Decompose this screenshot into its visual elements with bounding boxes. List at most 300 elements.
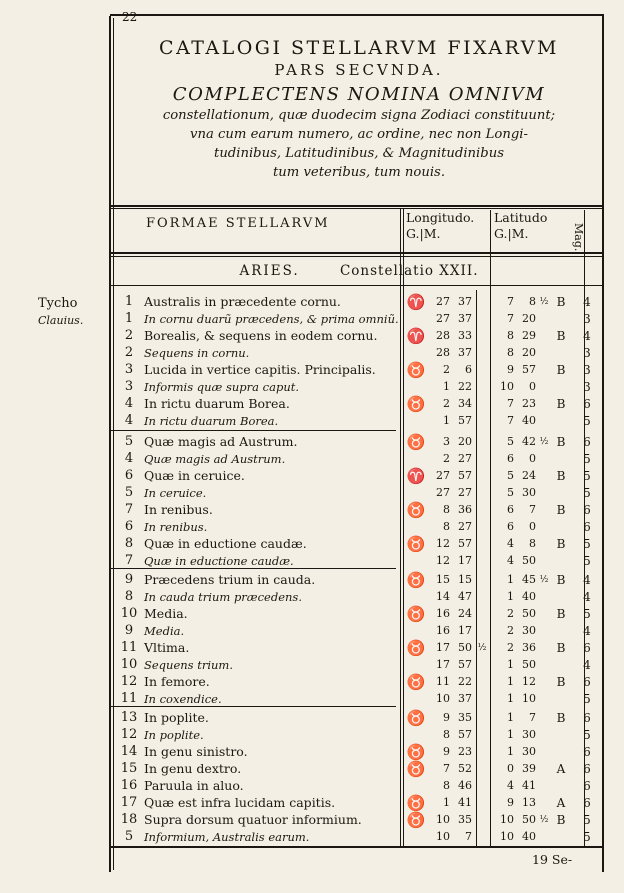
longitude-minutes: 36	[458, 503, 472, 516]
star-magnitude: 6	[583, 762, 591, 776]
longitude-minutes: 17	[458, 554, 472, 567]
table-row	[114, 674, 602, 690]
latitude-degrees: 7	[507, 397, 514, 410]
table-row	[114, 572, 602, 588]
latitude-degrees: 5	[507, 486, 514, 499]
star-name: In poplite.	[144, 728, 204, 742]
latitude-degrees: 1	[507, 711, 514, 724]
latitude-direction: B	[556, 641, 566, 655]
star-magnitude: 5	[583, 452, 591, 466]
star-magnitude: 6	[583, 779, 591, 793]
latitude-minutes: 41	[522, 779, 536, 792]
zodiac-sign: ♉	[406, 743, 426, 761]
section-constellation: Constellatio XXII.	[339, 263, 479, 279]
star-magnitude: 3	[583, 312, 591, 326]
latitude-minutes: 23	[522, 397, 536, 410]
longitude-degrees: 2	[443, 363, 450, 376]
zodiac-sign: ♉	[406, 535, 426, 553]
star-name: Præcedens trium in cauda.	[144, 572, 316, 587]
star-magnitude: 6	[583, 435, 591, 449]
table-row	[114, 657, 602, 673]
longitude-minutes: 15	[458, 573, 472, 586]
longitude-minutes: 27	[458, 520, 472, 533]
star-magnitude: 5	[583, 692, 591, 706]
star-number: 1	[124, 294, 134, 309]
star-number: 5	[124, 485, 134, 500]
star-name: In poplite.	[144, 710, 209, 725]
star-number: 11	[120, 640, 138, 655]
star-magnitude: 5	[583, 728, 591, 742]
star-number: 12	[120, 727, 138, 742]
star-magnitude: 3	[583, 346, 591, 360]
star-magnitude: 4	[583, 329, 591, 343]
latitude-degrees: 7	[507, 312, 514, 325]
longitude-minutes: 17	[458, 624, 472, 637]
latitude-fraction: ½	[539, 815, 549, 825]
latitude-minutes: 10	[522, 692, 536, 705]
description-line: vna cum earum numero, ac ordine, nec non Longi-	[190, 127, 528, 142]
column-header-longitude-label: Longitudo.	[406, 210, 475, 225]
star-magnitude: 3	[583, 363, 591, 377]
star-name: In genu sinistro.	[144, 744, 248, 759]
latitude-degrees: 8	[507, 329, 514, 342]
frame-rule-right	[602, 14, 604, 872]
latitude-minutes: 13	[522, 796, 536, 809]
zodiac-sign: ♉	[406, 395, 426, 413]
description-line: constellationum, quæ duodecim signa Zodiaci constituunt;	[162, 108, 556, 123]
star-number: 18	[120, 812, 138, 827]
table-row	[114, 795, 602, 811]
latitude-degrees: 10	[500, 813, 514, 826]
longitude-degrees: 10	[436, 830, 450, 843]
zodiac-sign: ♉	[406, 709, 426, 727]
table-row	[114, 778, 602, 794]
star-magnitude: 4	[583, 590, 591, 604]
star-number: 16	[120, 778, 138, 793]
rule-below-header	[110, 205, 604, 207]
column-header-latitude	[494, 210, 547, 242]
latitude-direction: B	[556, 675, 566, 689]
latitude-fraction: ½	[539, 297, 549, 307]
star-number: 2	[124, 328, 134, 343]
star-magnitude: 6	[583, 796, 591, 810]
star-name: In ceruice.	[144, 486, 207, 500]
longitude-degrees: 1	[443, 380, 450, 393]
longitude-degrees: 8	[443, 520, 450, 533]
latitude-minutes: 29	[522, 329, 536, 342]
latitude-degrees: 0	[507, 762, 514, 775]
column-header-longitude-units: G.|M.	[406, 226, 441, 241]
longitude-minutes: 57	[458, 728, 472, 741]
latitude-minutes: 39	[522, 762, 536, 775]
rule-bottom	[110, 846, 604, 848]
table-row	[114, 362, 602, 378]
latitude-minutes: 0	[529, 380, 536, 393]
latitude-minutes: 50	[522, 658, 536, 671]
longitude-degrees: 10	[436, 692, 450, 705]
star-magnitude: 5	[583, 469, 591, 483]
star-number: 5	[124, 829, 134, 844]
star-name: In coxendice.	[144, 692, 222, 706]
longitude-minutes: 35	[458, 813, 472, 826]
star-magnitude: 6	[583, 503, 591, 517]
table-row	[114, 328, 602, 344]
latitude-minutes: 30	[522, 728, 536, 741]
latitude-direction: B	[556, 607, 566, 621]
longitude-degrees: 7	[443, 762, 450, 775]
zodiac-sign: ♉	[406, 811, 426, 829]
latitude-degrees: 9	[507, 796, 514, 809]
longitude-minutes: 52	[458, 762, 472, 775]
star-name: Paruula in aluo.	[144, 778, 244, 793]
star-number: 4	[124, 396, 134, 411]
frame-rule-left	[109, 16, 111, 872]
margin-note-tycho: Tycho	[38, 296, 78, 311]
latitude-degrees: 5	[507, 469, 514, 482]
star-name: Informis quæ supra caput.	[144, 380, 300, 394]
rule-below-column-heads	[110, 252, 604, 254]
zodiac-sign: ♉	[406, 794, 426, 812]
longitude-minutes: 41	[458, 796, 472, 809]
table-row	[114, 379, 602, 395]
longitude-minutes: 37	[458, 692, 472, 705]
latitude-degrees: 10	[500, 380, 514, 393]
star-name: Media.	[144, 624, 185, 638]
longitude-degrees: 27	[436, 295, 450, 308]
latitude-minutes: 40	[522, 590, 536, 603]
longitude-degrees: 16	[436, 607, 450, 620]
zodiac-sign: ♈	[406, 327, 426, 345]
star-name: Quæ in ceruice.	[144, 468, 245, 483]
star-number: 6	[124, 468, 134, 483]
table-row	[114, 485, 602, 501]
latitude-minutes: 50	[522, 554, 536, 567]
latitude-direction: B	[556, 573, 566, 587]
latitude-degrees: 1	[507, 573, 514, 586]
star-magnitude: 5	[583, 607, 591, 621]
star-name: In cauda trium præcedens.	[144, 590, 302, 604]
star-name: In renibus.	[144, 520, 208, 534]
latitude-degrees: 2	[507, 624, 514, 637]
latitude-minutes: 42	[522, 435, 536, 448]
star-number: 4	[124, 413, 134, 428]
zodiac-sign: ♉	[406, 433, 426, 451]
longitude-degrees: 12	[436, 554, 450, 567]
star-number: 2	[124, 345, 134, 360]
star-name: Borealis, & sequens in eodem cornu.	[144, 328, 378, 343]
star-number: 1	[124, 311, 134, 326]
star-name: Quæ magis ad Austrum.	[144, 434, 298, 449]
star-magnitude: 6	[583, 745, 591, 759]
star-name: In genu dextro.	[144, 761, 242, 776]
zodiac-sign: ♉	[406, 760, 426, 778]
rule-below-header-thin	[110, 208, 604, 209]
group-rule-1	[110, 430, 396, 431]
margin-note-clavius: Clauius.	[38, 314, 84, 327]
table-row	[114, 829, 602, 845]
table-row	[114, 536, 602, 552]
star-magnitude: 6	[583, 675, 591, 689]
description-line: tum veteribus, tum nouis.	[272, 165, 446, 180]
longitude-minutes: 34	[458, 397, 472, 410]
latitude-direction: B	[556, 435, 566, 449]
longitude-minutes: 27	[458, 486, 472, 499]
longitude-degrees: 2	[443, 452, 450, 465]
star-name: Quæ est infra lucidam capitis.	[144, 795, 336, 810]
latitude-degrees: 2	[507, 641, 514, 654]
latitude-direction: A	[556, 796, 566, 810]
star-name: Lucida in vertice capitis. Principalis.	[144, 362, 376, 377]
star-magnitude: 4	[583, 624, 591, 638]
latitude-minutes: 12	[522, 675, 536, 688]
latitude-minutes: 57	[522, 363, 536, 376]
longitude-minutes: 6	[465, 363, 472, 376]
longitude-minutes: 27	[458, 452, 472, 465]
table-row	[114, 294, 602, 310]
table-row	[114, 589, 602, 605]
latitude-direction: B	[556, 469, 566, 483]
longitude-minutes: 57	[458, 537, 472, 550]
section-title	[116, 263, 602, 279]
longitude-degrees: 28	[436, 346, 450, 359]
star-name: Quæ in eductione caudæ.	[144, 536, 307, 551]
star-name: In renibus.	[144, 502, 213, 517]
star-number: 3	[124, 362, 134, 377]
longitude-minutes: 47	[458, 590, 472, 603]
longitude-minutes: 37	[458, 295, 472, 308]
frame-rule-top	[110, 14, 604, 16]
star-name: Media.	[144, 606, 188, 621]
table-row	[114, 761, 602, 777]
latitude-degrees: 1	[507, 658, 514, 671]
column-header-latitude-units: G.|M.	[494, 226, 529, 241]
latitude-degrees: 8	[507, 346, 514, 359]
latitude-minutes: 50	[522, 813, 536, 826]
latitude-minutes: 8	[529, 295, 536, 308]
star-name: Vltima.	[144, 640, 190, 655]
latitude-direction: B	[556, 295, 566, 309]
star-name: Sequens trium.	[144, 658, 233, 672]
latitude-degrees: 4	[507, 779, 514, 792]
longitude-minutes: 24	[458, 607, 472, 620]
longitude-minutes: 22	[458, 675, 472, 688]
zodiac-sign: ♉	[406, 639, 426, 657]
longitude-minutes: 46	[458, 779, 472, 792]
star-name: Australis in præcedente cornu.	[144, 294, 341, 309]
longitude-minutes: 50	[458, 641, 472, 654]
longitude-minutes: 37	[458, 346, 472, 359]
longitude-minutes: 37	[458, 312, 472, 325]
latitude-minutes: 0	[529, 452, 536, 465]
longitude-degrees: 8	[443, 728, 450, 741]
star-name: In cornu duarũ præcedens, & prima omniũ.	[144, 312, 399, 326]
zodiac-sign: ♈	[406, 293, 426, 311]
star-number: 11	[120, 691, 138, 706]
latitude-degrees: 5	[507, 435, 514, 448]
longitude-degrees: 28	[436, 329, 450, 342]
column-header-latitude-label: Latitudo	[494, 210, 548, 225]
rule-below-column-heads-thin	[110, 256, 604, 257]
latitude-degrees: 4	[507, 554, 514, 567]
latitude-degrees: 1	[507, 745, 514, 758]
star-number: 13	[120, 710, 138, 725]
star-number: 7	[124, 553, 134, 568]
star-number: 14	[120, 744, 138, 759]
latitude-minutes: 30	[522, 745, 536, 758]
title-line-3: COMPLECTENS NOMINA OMNIVM	[172, 84, 546, 105]
description-line: tudinibus, Latitudinibus, & Magnitudinibus	[214, 146, 504, 161]
latitude-minutes: 20	[522, 312, 536, 325]
rule-below-section	[110, 285, 604, 286]
latitude-fraction: ½	[539, 575, 549, 585]
latitude-minutes: 7	[529, 503, 536, 516]
star-name: In rictu duarum Borea.	[144, 396, 290, 411]
latitude-minutes: 50	[522, 607, 536, 620]
latitude-degrees: 7	[507, 295, 514, 308]
star-name: Quæ in eductione caudæ.	[144, 554, 294, 568]
longitude-minutes: 33	[458, 329, 472, 342]
longitude-fraction: ½	[477, 643, 487, 653]
longitude-degrees: 1	[443, 414, 450, 427]
star-number: 3	[124, 379, 134, 394]
star-number: 15	[120, 761, 138, 776]
latitude-minutes: 40	[522, 414, 536, 427]
longitude-degrees: 27	[436, 486, 450, 499]
table-row	[114, 606, 602, 622]
longitude-minutes: 7	[465, 830, 472, 843]
longitude-degrees: 3	[443, 435, 450, 448]
table-row	[114, 468, 602, 484]
latitude-minutes: 45	[522, 573, 536, 586]
star-magnitude: 5	[583, 554, 591, 568]
longitude-degrees: 14	[436, 590, 450, 603]
longitude-degrees: 27	[436, 312, 450, 325]
table-row	[114, 396, 602, 412]
table-row	[114, 502, 602, 518]
latitude-direction: B	[556, 397, 566, 411]
longitude-degrees: 17	[436, 641, 450, 654]
longitude-degrees: 1	[443, 796, 450, 809]
star-number: 10	[120, 606, 138, 621]
star-magnitude: 3	[583, 380, 591, 394]
latitude-degrees: 7	[507, 414, 514, 427]
star-magnitude: 4	[583, 295, 591, 309]
star-magnitude: 6	[583, 520, 591, 534]
longitude-degrees: 2	[443, 397, 450, 410]
longitude-degrees: 10	[436, 813, 450, 826]
star-name: Quæ magis ad Austrum.	[144, 452, 286, 466]
column-header-longitude	[406, 210, 474, 242]
zodiac-sign: ♉	[406, 571, 426, 589]
latitude-direction: B	[556, 363, 566, 377]
longitude-degrees: 9	[443, 745, 450, 758]
star-magnitude: 5	[583, 830, 591, 844]
table-row	[114, 640, 602, 656]
latitude-degrees: 9	[507, 363, 514, 376]
latitude-degrees: 1	[507, 728, 514, 741]
latitude-direction: B	[556, 503, 566, 517]
column-header-forms: FORMAE STELLARVM	[146, 216, 330, 231]
star-number: 4	[124, 451, 134, 466]
table-row	[114, 311, 602, 327]
star-name: In rictu duarum Borea.	[144, 414, 279, 428]
star-number: 12	[120, 674, 138, 689]
table-row	[114, 744, 602, 760]
star-number: 6	[124, 519, 134, 534]
catchword: 19 Se-	[532, 852, 573, 867]
zodiac-sign: ♉	[406, 673, 426, 691]
longitude-minutes: 22	[458, 380, 472, 393]
longitude-minutes: 57	[458, 469, 472, 482]
table-row	[114, 434, 602, 450]
star-number: 8	[124, 536, 134, 551]
title-line-2: PARS SECVNDA.	[274, 61, 444, 79]
longitude-minutes: 35	[458, 711, 472, 724]
star-number: 17	[120, 795, 138, 810]
longitude-minutes: 57	[458, 414, 472, 427]
latitude-minutes: 36	[522, 641, 536, 654]
star-magnitude: 4	[583, 573, 591, 587]
table-row	[114, 812, 602, 828]
latitude-degrees: 6	[507, 503, 514, 516]
latitude-degrees: 1	[507, 590, 514, 603]
latitude-minutes: 40	[522, 830, 536, 843]
star-number: 10	[120, 657, 138, 672]
latitude-degrees: 1	[507, 692, 514, 705]
latitude-direction: B	[556, 813, 566, 827]
latitude-degrees: 2	[507, 607, 514, 620]
zodiac-sign: ♉	[406, 605, 426, 623]
star-magnitude: 5	[583, 486, 591, 500]
longitude-degrees: 8	[443, 779, 450, 792]
star-number: 5	[124, 434, 134, 449]
table-row	[114, 623, 602, 639]
latitude-minutes: 30	[522, 486, 536, 499]
longitude-degrees: 15	[436, 573, 450, 586]
catalog-header	[116, 36, 602, 182]
longitude-degrees: 27	[436, 469, 450, 482]
star-number: 9	[124, 623, 134, 638]
star-magnitude: 5	[583, 537, 591, 551]
page-number: 22	[122, 10, 138, 24]
star-number: 7	[124, 502, 134, 517]
left-margin	[0, 0, 110, 893]
zodiac-sign: ♈	[406, 467, 426, 485]
latitude-minutes: 20	[522, 346, 536, 359]
longitude-minutes: 57	[458, 658, 472, 671]
latitude-minutes: 7	[529, 711, 536, 724]
table-row	[114, 413, 602, 429]
star-magnitude: 5	[583, 414, 591, 428]
zodiac-sign: ♉	[406, 501, 426, 519]
latitude-minutes: 24	[522, 469, 536, 482]
star-magnitude: 5	[583, 813, 591, 827]
longitude-degrees: 12	[436, 537, 450, 550]
latitude-degrees: 4	[507, 537, 514, 550]
table-row	[114, 710, 602, 726]
latitude-fraction: ½	[539, 437, 549, 447]
latitude-direction: B	[556, 537, 566, 551]
star-name: Informium, Australis earum.	[144, 830, 310, 844]
latitude-minutes: 30	[522, 624, 536, 637]
longitude-degrees: 9	[443, 711, 450, 724]
table-row	[114, 691, 602, 707]
longitude-minutes: 20	[458, 435, 472, 448]
latitude-degrees: 1	[507, 675, 514, 688]
zodiac-sign: ♉	[406, 361, 426, 379]
longitude-degrees: 16	[436, 624, 450, 637]
latitude-degrees: 6	[507, 452, 514, 465]
